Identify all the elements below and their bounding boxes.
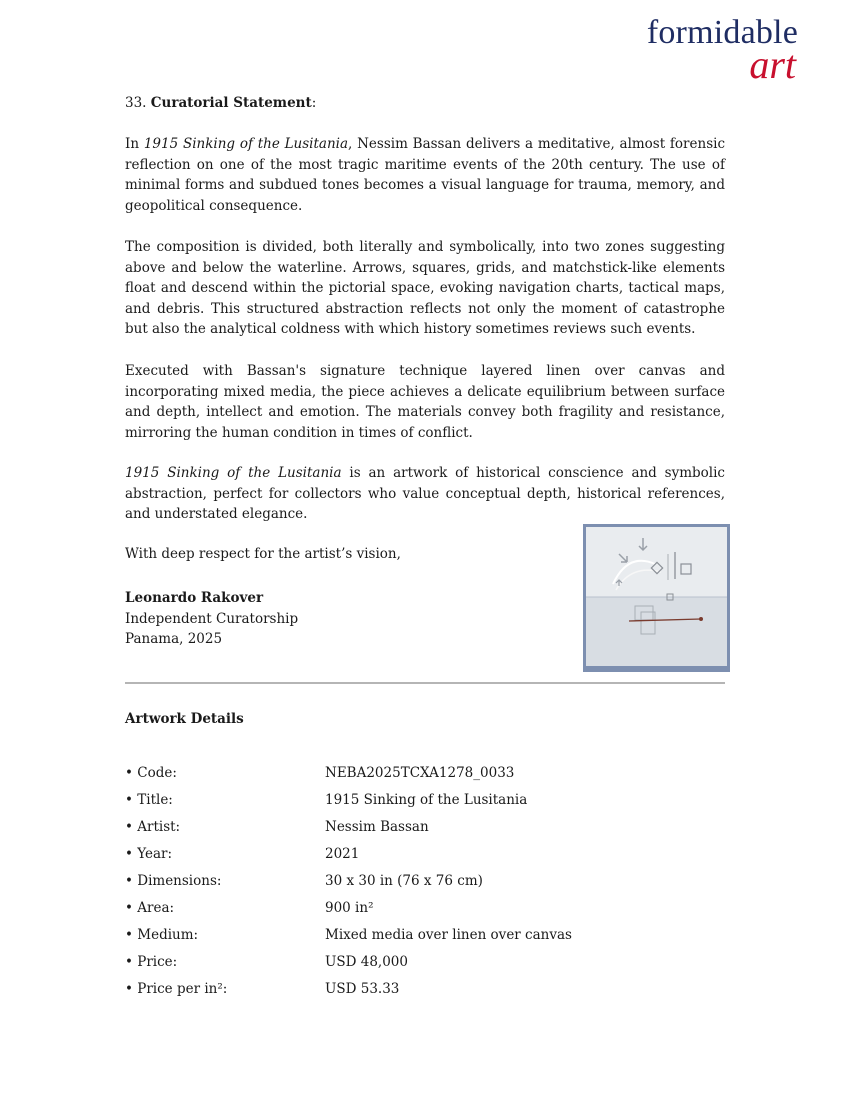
artwork-title-italic: 1915 Sinking of the Lusitania (143, 136, 349, 152)
paragraph-4 (125, 463, 725, 525)
detail-value: 2021 (325, 846, 360, 862)
section-divider (125, 682, 725, 684)
artwork-image (583, 524, 730, 672)
paragraph-3: Executed with Bassan's signature technique layered linen over canvas and incorporating mixed media, the piece achieves a delicate equilibrium between surface and depth, intellect and emotion. The materials convey both fragility and resistance, mirroring the human condition in times of conflict. (125, 363, 725, 441)
detail-row-title (125, 792, 725, 812)
detail-row-price (125, 954, 725, 974)
detail-label: • Code: (125, 765, 177, 781)
section-number: 33. (125, 95, 151, 111)
logo-wordmark-formidable: formidable (646, 14, 798, 51)
brand-logo (646, 14, 798, 87)
detail-value: 30 x 30 in (76 x 76 cm) (325, 873, 483, 889)
detail-value: USD 53.33 (325, 981, 400, 997)
detail-value: 900 in² (325, 900, 374, 916)
section-heading (125, 95, 725, 111)
detail-value: NEBA2025TCXA1278_0033 (325, 765, 515, 781)
detail-value: USD 48,000 (325, 954, 408, 970)
detail-row-price-per-area (125, 981, 725, 1001)
signatory-place-date: Panama, 2025 (125, 631, 223, 648)
detail-row-medium (125, 927, 725, 947)
detail-row-code (125, 765, 725, 785)
closing-line: With deep respect for the artist’s vision, (125, 546, 401, 562)
detail-label: • Medium: (125, 927, 199, 943)
signature-block (125, 588, 298, 650)
section-title: Curatorial Statement (150, 95, 312, 111)
detail-label: • Year: (125, 846, 173, 862)
paragraph-1-text: In (125, 136, 144, 152)
detail-value: Mixed media over linen over canvas (325, 927, 572, 943)
paragraph-1 (125, 134, 725, 216)
paragraph-1-text-cont: , Nessim Bassan delivers a meditative, almost forensic reflection on one of the most tragic maritime events of the 20th century. The use of minimal forms and subdued tones becomes a visual language for trauma, memory, and geopolitical consequence. (125, 136, 726, 214)
paragraph-4-text: is an artwork of historical conscience and symbolic abstraction, perfect for collectors who value conceptual depth, historical references, and understated elegance. (125, 465, 725, 523)
detail-label: • Area: (125, 900, 175, 916)
detail-row-area (125, 900, 725, 920)
detail-label: • Title: (125, 792, 173, 808)
detail-value: Nessim Bassan (325, 819, 429, 835)
detail-label: • Artist: (125, 819, 181, 835)
details-title: Artwork Details (125, 711, 244, 727)
detail-row-year (125, 846, 725, 866)
detail-row-artist (125, 819, 725, 839)
artwork-thumbnail (583, 524, 730, 672)
detail-row-dimensions (125, 873, 725, 893)
signatory-role: Independent Curatorship (125, 610, 299, 627)
artwork-title-italic: 1915 Sinking of the Lusitania (125, 465, 342, 481)
detail-label: • Dimensions: (125, 873, 222, 889)
signatory-name: Leonardo Rakover (125, 590, 264, 606)
detail-value: 1915 Sinking of the Lusitania (325, 792, 528, 808)
paragraph-2: The composition is divided, both literally and symbolically, into two zones suggesting above and below the waterline. Arrows, squares, grids, and matchstick-like elements float and descend within the pictorial space, evoking navigation charts, tactical maps, and debris. This structured abstraction reflects not only the moment of catastrophe but also the analytical coldness with which history sometimes reviews such events. (125, 239, 725, 338)
section-suffix: : (311, 95, 317, 111)
logo-wordmark-art: art (749, 42, 796, 87)
detail-label: • Price: (125, 954, 178, 970)
detail-label: • Price per in²: (125, 981, 228, 997)
